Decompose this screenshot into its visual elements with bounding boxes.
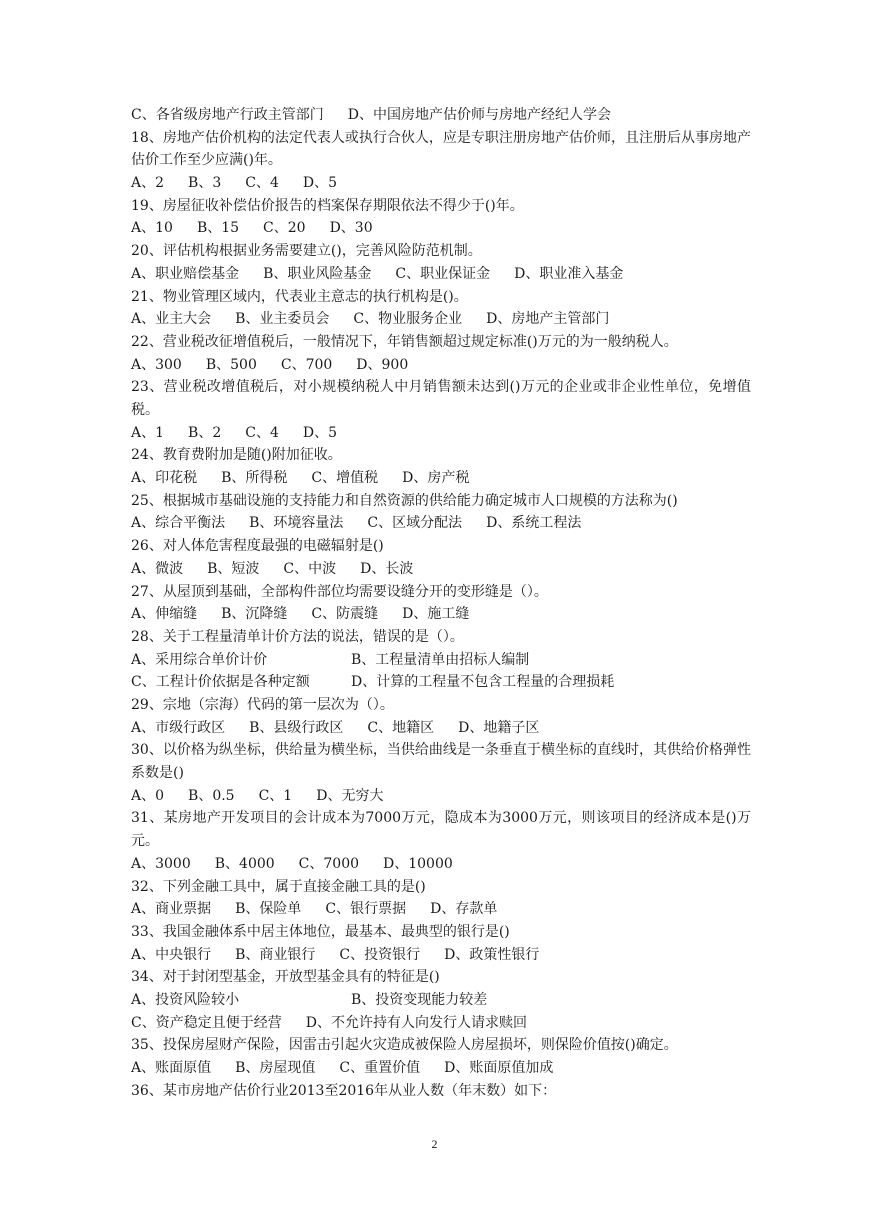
option: A、商业票据 — [131, 901, 212, 918]
option: B、工程量清单由招标人编制 — [351, 651, 530, 668]
question-25: 25、根据城市基础设施的支持能力和自然资源的供给能力确定城市人口规模的方法称为() — [131, 492, 678, 509]
option: C、投资银行 — [339, 946, 421, 963]
option: B、3 — [188, 175, 222, 192]
options-q28-cd — [131, 671, 751, 694]
option: C、重置价值 — [339, 1060, 421, 1076]
option: A、账面原值 — [131, 1060, 212, 1076]
question-19: 19、房屋征收补偿估价报告的档案保存期限依法不得少于()年。 — [131, 197, 524, 214]
option: D、账面原值加成 — [444, 1060, 554, 1076]
option: B、投资变现能力较差 — [351, 991, 488, 1008]
option: C、职业保证金 — [395, 265, 491, 282]
option: D、职业准入基金 — [514, 265, 624, 282]
options-q19 — [131, 217, 751, 240]
option: C、20 — [263, 220, 306, 237]
option: D、地籍子区 — [458, 719, 540, 736]
options-q23 — [131, 422, 751, 445]
question-34: 34、对于封闭型基金，开放型基金具有的特征是() — [131, 969, 440, 986]
option: D、系统工程法 — [486, 515, 582, 532]
option: C、各省级房地产行政主管部门 — [131, 107, 324, 123]
question-31: 31、某房地产开发项目的会计成本为7000万元，隐成本为3000万元，则该项目的经济成本是()万元。 — [131, 810, 751, 850]
option: C、1 — [258, 787, 293, 804]
options-q20 — [131, 263, 751, 286]
options-q32 — [131, 898, 751, 921]
option: D、30 — [329, 220, 373, 237]
options-q17-cd — [131, 104, 751, 127]
option: B、环境容量法 — [249, 515, 344, 532]
question-24: 24、教育费附加是随()附加征收。 — [131, 447, 342, 464]
option: A、10 — [131, 220, 173, 237]
question-20: 20、评估机构根据业务需要建立()，完善风险防范机制。 — [131, 243, 482, 260]
option: C、工程计价依据是各种定额 — [131, 674, 310, 691]
options-q28-ab — [131, 649, 751, 672]
option: A、投资风险较小 — [131, 991, 240, 1008]
options-q31 — [131, 853, 751, 876]
question-35: 35、投保房屋财产保险，因雷击引起火灾造成被保险人房屋损坏，则保险价值按()确定。 — [131, 1037, 678, 1054]
option: C、4 — [245, 175, 279, 192]
options-q30 — [131, 785, 751, 808]
option: A、采用综合单价计价 — [131, 651, 268, 668]
options-q29 — [131, 717, 751, 740]
option: B、0.5 — [188, 787, 235, 804]
option: B、沉降缝 — [221, 606, 288, 623]
option: A、伸缩缝 — [131, 606, 198, 623]
option: D、900 — [356, 356, 409, 373]
option: D、房产税 — [402, 470, 470, 487]
page-number: 2 — [431, 1137, 438, 1151]
option: C、中波 — [283, 560, 337, 577]
question-22: 22、营业税改征增值税后，一般情况下，年销售额超过规定标准()万元的为一般纳税人。 — [131, 333, 678, 350]
option: C、7000 — [298, 855, 360, 872]
question-32: 32、下列金融工具中，属于直接金融工具的是() — [131, 878, 426, 895]
option: A、300 — [131, 356, 182, 373]
option: B、职业风险基金 — [263, 265, 372, 282]
option: C、物业服务企业 — [353, 311, 463, 328]
options-q34-ab — [131, 989, 751, 1012]
options-q27 — [131, 603, 751, 626]
options-q34-cd — [131, 1012, 751, 1035]
option: B、2 — [188, 424, 222, 441]
option: D、存款单 — [430, 901, 498, 918]
option: A、综合平衡法 — [131, 515, 226, 532]
option: D、不允许持有人向发行人请求赎回 — [305, 1014, 527, 1031]
option: A、3000 — [131, 855, 191, 872]
question-26: 26、对人体危害程度最强的电磁辐射是() — [131, 538, 384, 555]
question-21: 21、物业管理区域内，代表业主意志的执行机构是()。 — [131, 288, 468, 305]
option: D、中国房地产估价师与房地产经纪人学会 — [347, 107, 611, 123]
option: B、业主委员会 — [235, 311, 330, 328]
options-q33 — [131, 944, 751, 967]
option: A、职业赔偿基金 — [131, 265, 240, 282]
question-33: 33、我国金融体系中居主体地位，最基本、最典型的银行是() — [131, 923, 510, 940]
question-list — [131, 104, 751, 1102]
option: C、银行票据 — [325, 901, 407, 918]
options-q18 — [131, 172, 751, 195]
option: C、防震缝 — [311, 606, 379, 623]
option: A、市级行政区 — [131, 719, 226, 736]
option: B、短波 — [207, 560, 260, 577]
question-27: 27、从屋顶到基础，全部构件部位均需要设缝分开的变形缝是（）。 — [131, 583, 548, 600]
option: C、地籍区 — [367, 719, 435, 736]
option: A、2 — [131, 175, 165, 192]
option: A、中央银行 — [131, 946, 212, 963]
option: D、计算的工程量不包含工程量的合理损耗 — [351, 674, 615, 691]
option: D、房地产主管部门 — [486, 311, 610, 328]
options-q35 — [131, 1057, 751, 1080]
option: B、房屋现值 — [235, 1060, 316, 1076]
option: D、政策性银行 — [444, 946, 540, 963]
options-q24 — [131, 467, 751, 490]
option: C、4 — [245, 424, 279, 441]
option: B、4000 — [214, 855, 275, 872]
option: B、县级行政区 — [249, 719, 344, 736]
option: A、微波 — [131, 560, 184, 577]
option: A、0 — [131, 787, 165, 804]
question-18: 18、房地产估价机构的法定代表人或执行合伙人，应是专职注册房地产估价师，且注册后从事房地产估价工作至少应满()年。 — [131, 129, 751, 169]
option: D、5 — [302, 424, 337, 441]
option: A、1 — [131, 424, 165, 441]
option: D、5 — [302, 175, 337, 192]
options-q26 — [131, 558, 751, 581]
option: A、印花税 — [131, 470, 198, 487]
option: B、商业银行 — [235, 946, 316, 963]
option: D、无穷大 — [316, 787, 384, 804]
question-28: 28、关于工程量清单计价方法的说法，错误的是（）。 — [131, 628, 464, 645]
option: C、700 — [280, 356, 333, 373]
option: D、10000 — [383, 855, 453, 872]
question-30: 30、以价格为纵坐标，供给量为横坐标，当供给曲线是一条垂直于横坐标的直线时，其供给价格弹性系数是() — [131, 742, 751, 782]
question-23: 23、营业税改增值税后，对小规模纳税人中月销售额未达到()万元的企业或非企业性单位，免增值税。 — [131, 379, 751, 418]
option: B、15 — [196, 220, 240, 237]
question-36: 36、某市房地产估价行业2013至2016年从业人数（年末数）如下： — [131, 1082, 557, 1099]
option: C、区域分配法 — [367, 515, 463, 532]
question-29: 29、宗地（宗海）代码的第一层次为（）。 — [131, 696, 394, 713]
option: C、增值税 — [311, 470, 379, 487]
option: C、资产稳定且便于经营 — [131, 1014, 282, 1031]
options-q22 — [131, 354, 751, 377]
option: B、保险单 — [235, 901, 302, 918]
option: A、业主大会 — [131, 311, 212, 328]
option: B、所得税 — [221, 470, 288, 487]
option: D、施工缝 — [402, 606, 470, 623]
options-q21 — [131, 308, 751, 331]
option: B、500 — [205, 356, 257, 373]
option: D、长波 — [360, 560, 414, 577]
options-q25 — [131, 512, 751, 535]
